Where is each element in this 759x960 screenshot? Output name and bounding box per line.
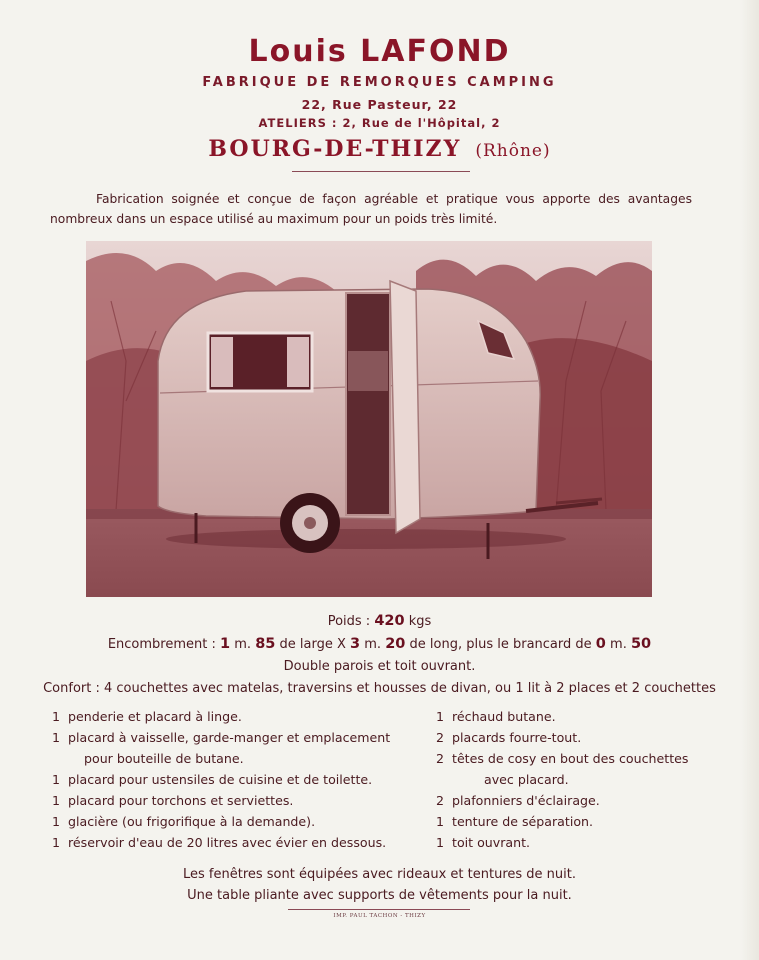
- equipment-list-left: [52, 707, 432, 854]
- list-item: [52, 728, 432, 769]
- item-text: réchaud butane.: [452, 709, 556, 724]
- drawbar-meters: 0: [595, 636, 606, 652]
- equipment-list-right: [436, 707, 726, 854]
- meter-unit: m.: [610, 637, 627, 652]
- width-text: de large X: [279, 637, 346, 652]
- specifications: [0, 610, 759, 700]
- item-text: placards fourre-tout.: [452, 730, 582, 745]
- printer-imprint: IMP. PAUL TACHON - THIZY: [333, 913, 426, 919]
- region-name: (Rhône): [475, 141, 551, 161]
- weight-value: 420: [374, 613, 405, 629]
- list-item: [436, 728, 726, 749]
- item-text: réservoir d'eau de 20 litres avec évier en dessous.: [68, 834, 387, 850]
- item-quantity: 2: [436, 730, 445, 745]
- item-quantity: 1: [436, 813, 445, 829]
- list-item: [436, 707, 726, 728]
- item-text-continued: pour bouteille de butane.: [84, 750, 244, 766]
- meter-unit: m.: [364, 637, 382, 652]
- footer-notes: [0, 864, 759, 906]
- address-line-2: ATELIERS : 2, Rue de l'Hôpital, 2: [258, 116, 501, 130]
- item-quantity: 1: [52, 792, 61, 808]
- width-centimeters: 85: [255, 636, 276, 652]
- footer-divider: [288, 909, 470, 910]
- item-quantity: 1: [52, 834, 61, 850]
- comfort-line: Confort : 4 couchettes avec matelas, traversins et housses de divan, ou 1 lit à 2 places et 2 couchettes: [43, 681, 716, 696]
- dimensions-label: Encombrement :: [107, 637, 216, 652]
- length-centimeters: 20: [385, 636, 406, 652]
- city-name: BOURG-DE-THIZY: [208, 136, 462, 162]
- meter-unit: m.: [234, 637, 252, 652]
- item-text: penderie et placard à linge.: [68, 709, 242, 724]
- length-meters: 3: [350, 636, 361, 652]
- item-text: toit ouvrant.: [452, 834, 531, 850]
- list-item: [436, 791, 726, 812]
- footer-line-windows: Les fenêtres sont équipées avec rideaux et tentures de nuit.: [183, 867, 576, 882]
- weight-label: Poids :: [327, 614, 371, 629]
- intro-paragraph: Fabrication soignée et conçue de façon agréable et pratique vous apporte des avantages nombreux dans un espace utilisé au maximum pour un poids très limité.: [50, 192, 692, 226]
- item-quantity: 2: [436, 751, 445, 766]
- list-item: [52, 791, 432, 812]
- page-edge-shadow: [741, 0, 759, 960]
- item-text: plafonniers d'éclairage.: [452, 792, 600, 808]
- letterhead: [0, 32, 759, 165]
- item-text: tenture de séparation.: [452, 813, 594, 829]
- width-meters: 1: [220, 636, 231, 652]
- list-item: [52, 833, 432, 854]
- weight-unit: kgs: [408, 614, 432, 629]
- item-text: placard pour torchons et serviettes.: [68, 792, 294, 808]
- list-item: [52, 707, 432, 728]
- drawbar-centimeters: 50: [630, 636, 652, 652]
- item-quantity: 1: [436, 834, 445, 850]
- list-item: [436, 812, 726, 833]
- header-divider: [292, 171, 470, 172]
- item-text-continued: avec placard.: [484, 771, 569, 787]
- item-text: placard à vaisselle, garde-manger et emplacement: [68, 730, 391, 745]
- walls-line: Double parois et toit ouvrant.: [283, 659, 476, 674]
- weight-line: [0, 610, 759, 633]
- length-text: de long, plus le brancard de: [409, 637, 592, 652]
- dimensions-line: [0, 633, 759, 656]
- item-quantity: 1: [52, 730, 61, 745]
- item-quantity: 1: [52, 813, 61, 829]
- list-item: [436, 749, 726, 790]
- item-quantity: 1: [436, 709, 445, 724]
- item-quantity: 1: [52, 709, 61, 724]
- list-item: [52, 812, 432, 833]
- caravan-photo: [86, 241, 652, 597]
- footer-line-table: Une table pliante avec supports de vêtements pour la nuit.: [187, 888, 572, 903]
- item-text: glacière (ou frigorifique à la demande).: [68, 813, 316, 829]
- list-item: [436, 833, 726, 854]
- list-item: [52, 770, 432, 791]
- item-quantity: 1: [52, 771, 61, 787]
- company-subtitle: FABRIQUE DE REMORQUES CAMPING: [202, 75, 557, 90]
- item-text: têtes de cosy en bout des couchettes: [452, 751, 689, 766]
- company-name: Louis LAFOND: [248, 34, 511, 69]
- city-line: [0, 135, 759, 165]
- item-text: placard pour ustensiles de cuisine et de toilette.: [68, 771, 373, 787]
- item-quantity: 2: [436, 792, 445, 808]
- address-line-1: 22, Rue Pasteur, 22: [301, 97, 458, 112]
